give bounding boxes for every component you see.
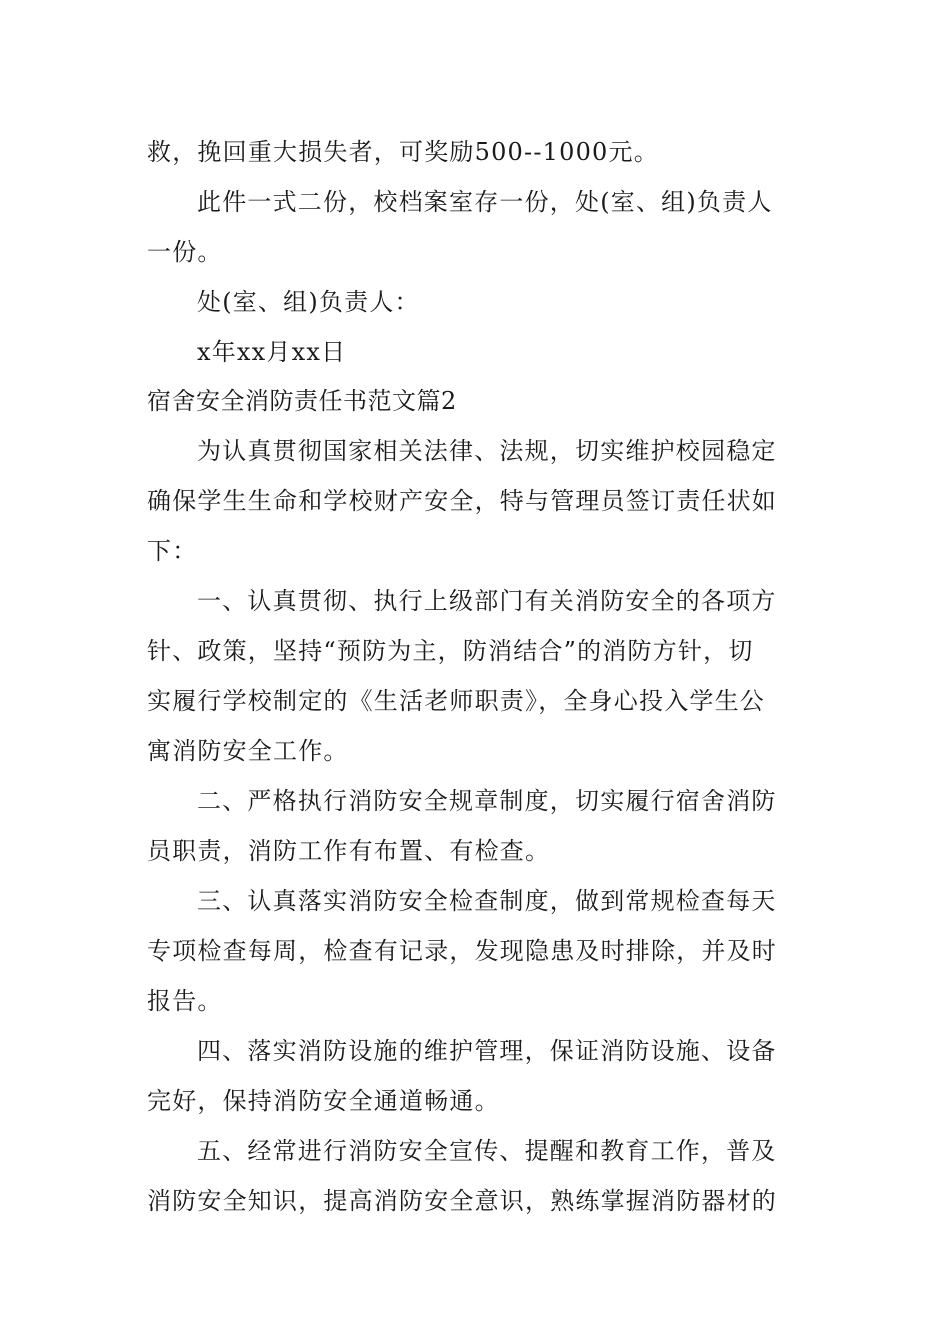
text-line: 专项检查每周，检查有记录，发现隐患及时排除，并及时 — [147, 937, 777, 965]
text-line: 确保学生生命和学校财产安全，特与管理员签订责任状如 — [147, 487, 777, 515]
text-line: 救，挽回重大损失者，可奖励500--1000元。 — [147, 138, 659, 166]
text-line: 五、经常进行消防安全宣传、提醒和教育工作，普及 — [197, 1137, 777, 1165]
text-line: 三、认真落实消防安全检查制度，做到常规检查每天 — [197, 887, 777, 915]
text-line: 处(室、组)负责人： — [197, 288, 420, 316]
text-line: 一、认真贯彻、执行上级部门有关消防安全的各项方 — [197, 587, 777, 615]
date-line: x年xx月xx日 — [197, 338, 347, 366]
text-line: 二、严格执行消防安全规章制度，切实履行宿舍消防 — [197, 787, 777, 815]
text-line: 寓消防安全工作。 — [147, 737, 349, 765]
text-line: 报告。 — [147, 987, 223, 1015]
text-line: 下： — [147, 537, 198, 565]
text-line: 实履行学校制定的《生活老师职责》，全身心投入学生公 — [147, 687, 765, 715]
section-heading: 宿舍安全消防责任书范文篇2 — [147, 387, 457, 415]
text-line: 为认真贯彻国家相关法律、法规，切实维护校园稳定 — [197, 437, 777, 465]
text-line: 此件一式二份，校档案室存一份，处(室、组)负责人 — [197, 188, 773, 216]
text-line: 员职责，消防工作有布置、有检查。 — [147, 837, 551, 865]
text-line: 四、落实消防设施的维护管理，保证消防设施、设备 — [197, 1037, 777, 1065]
text-line: 针、政策，坚持“预防为主，防消结合”的消防方针，切 — [147, 637, 754, 665]
text-line: 完好，保持消防安全通道畅通。 — [147, 1087, 500, 1115]
text-line: 一份。 — [147, 238, 223, 266]
text-line: 消防安全知识，提高消防安全意识，熟练掌握消防器材的 — [147, 1187, 777, 1215]
